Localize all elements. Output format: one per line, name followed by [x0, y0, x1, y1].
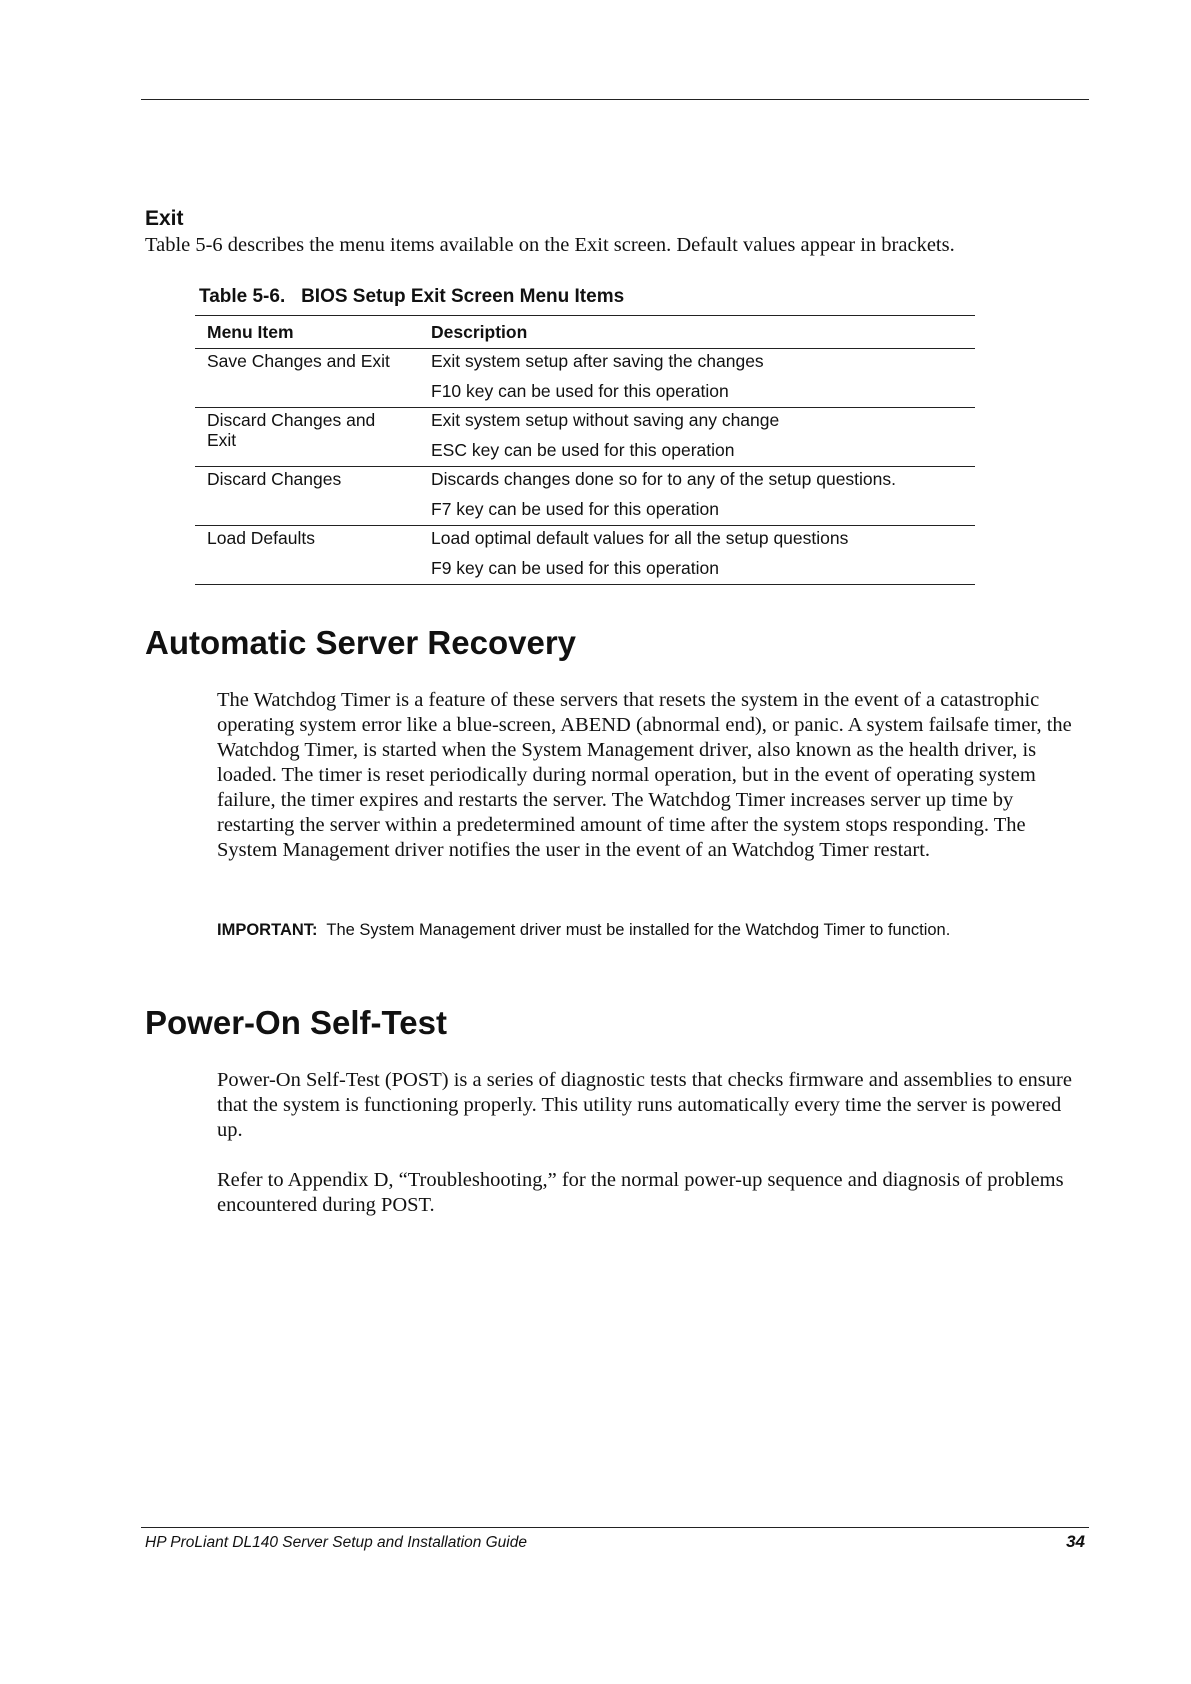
table-row — [195, 408, 975, 467]
description-line: Load optimal default values for all the setup questions — [431, 528, 849, 548]
page-number: 34 — [1066, 1532, 1085, 1551]
description-cell — [419, 349, 975, 408]
important-text: The System Management driver must be installed for the Watchdog Timer to function. — [326, 921, 951, 939]
menu-item-cell: Discard Changes and Exit — [195, 408, 419, 467]
footer-title: HP ProLiant DL140 Server Setup and Installation Guide — [145, 1534, 527, 1551]
description-line: F9 key can be used for this operation — [431, 558, 719, 578]
important-label: IMPORTANT: — [217, 921, 318, 939]
description-line: F10 key can be used for this operation — [431, 381, 729, 401]
post-paragraph-1: Power-On Self-Test (POST) is a series of diagnostic tests that checks firmware and assemblies to ensure that the system is functioning properly. This utility runs automatically every time the server is powered up. — [217, 1069, 1072, 1141]
asr-heading: Automatic Server Recovery — [145, 624, 577, 661]
menu-item-cell: Discard Changes — [195, 467, 419, 526]
column-header-description: Description — [419, 316, 975, 349]
post-heading: Power-On Self-Test — [145, 1004, 447, 1041]
description-line: Discards changes done so for to any of the setup questions. — [431, 469, 897, 489]
description-cell — [419, 526, 975, 585]
table-row — [195, 526, 975, 585]
menu-item-cell: Load Defaults — [195, 526, 419, 585]
exit-heading: Exit — [145, 207, 184, 230]
header-rule — [141, 99, 1089, 100]
description-cell — [419, 467, 975, 526]
menu-item-cell: Save Changes and Exit — [195, 349, 419, 408]
table-row — [195, 349, 975, 408]
table-header-row — [195, 316, 975, 349]
post-paragraph-2: Refer to Appendix D, “Troubleshooting,” for the normal power-up sequence and diagnosis of problems encountered during POST. — [217, 1169, 1064, 1216]
exit-menu-table — [195, 315, 975, 585]
exit-intro-text: Table 5-6 describes the menu items available on the Exit screen. Default values appear in brackets. — [145, 234, 955, 256]
asr-paragraph: The Watchdog Timer is a feature of these servers that resets the system in the event of a catastrophic operating system error like a blue-screen, ABEND (abnormal end), or panic. A system failsafe timer, the Watchdog Timer, is started when the System Management driver, also known as the health driver, is loaded. The timer is reset periodically during normal operation, but in the event of operating system failure, the timer expires and restarts the server. The Watchdog Timer increases server up time by restarting the server within a predetermined amount of time after the system stops responding. The System Management driver notifies the user in the event of an Watchdog Timer restart. — [217, 689, 1072, 861]
description-line: F7 key can be used for this operation — [431, 499, 719, 519]
description-line: Exit system setup after saving the changes — [431, 351, 764, 371]
description-cell — [419, 408, 975, 467]
table-row — [195, 467, 975, 526]
description-line: ESC key can be used for this operation — [431, 440, 735, 460]
footer-rule — [141, 1527, 1089, 1528]
column-header-menu-item: Menu Item — [195, 316, 419, 349]
description-line: Exit system setup without saving any change — [431, 410, 780, 430]
table-caption: Table 5-6. BIOS Setup Exit Screen Menu Items — [199, 286, 625, 307]
important-note — [217, 920, 977, 941]
